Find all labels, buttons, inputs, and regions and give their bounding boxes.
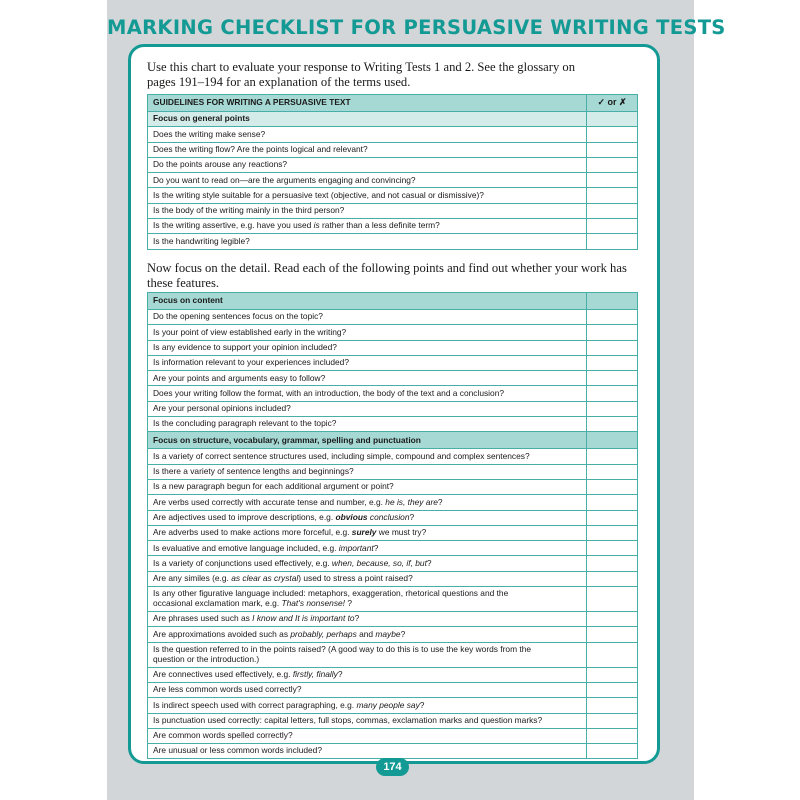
emphasis-text: I know and It is important to (252, 613, 355, 624)
question-text: Are less common words used correctly? (148, 682, 587, 697)
mark-cell[interactable] (587, 744, 638, 759)
page-number-badge: 174 (376, 758, 409, 776)
question-text: Are unusual or less common words included? (148, 744, 587, 759)
emphasis-text: important (338, 542, 374, 553)
emphasis-text: as clear as crystal (231, 573, 299, 584)
text-part: ? (426, 557, 432, 568)
instructions-line-2: these features. (147, 276, 220, 290)
table-row (148, 310, 638, 325)
question-text: Do the points arouse any reactions? (148, 157, 587, 172)
question-text: Is a new paragraph begun for each additional argument or point? (148, 479, 587, 494)
mark-cell[interactable] (587, 642, 638, 667)
table-row (148, 371, 638, 386)
emphasis-text: firstly, finally (292, 668, 338, 679)
text-part: Is any other figurative language included: metaphors, exaggeration, rhetorical questions and the (153, 588, 509, 599)
section-heading-content: Focus on content (148, 293, 587, 310)
detail-table (147, 292, 638, 759)
question-text (148, 219, 587, 234)
question-text: Are your personal opinions included? (148, 401, 587, 416)
question-text: Does your writing follow the format, with an introduction, the body of the text and a conclusion? (148, 386, 587, 401)
table-row (148, 355, 638, 370)
text-part: Is a variety of conjunctions used effectively, e.g. (153, 557, 332, 568)
table-row (148, 713, 638, 728)
question-text: Are your points and arguments easy to follow? (148, 371, 587, 386)
question-text (148, 627, 587, 642)
mark-cell[interactable] (587, 157, 638, 172)
mark-cell[interactable] (587, 112, 638, 127)
table-row (148, 541, 638, 556)
table-row (148, 667, 638, 682)
text-part: Are connectives used effectively, e.g. (153, 668, 293, 679)
question-text: Do the opening sentences focus on the topic? (148, 310, 587, 325)
question-text (148, 541, 587, 556)
emphasis-text: maybe (375, 628, 401, 639)
mark-cell[interactable] (587, 234, 638, 249)
mark-cell[interactable] (587, 627, 638, 642)
table-row (148, 698, 638, 713)
mark-cell[interactable] (587, 173, 638, 188)
table-row (148, 479, 638, 494)
tick-or-cross-header: ✓ or ✗ (587, 95, 638, 112)
intro-text (147, 60, 639, 90)
table-row (148, 612, 638, 627)
text-part: Are adjectives used to improve descriptions, e.g. (153, 511, 336, 522)
mark-cell[interactable] (587, 449, 638, 464)
question-text: Is any evidence to support your opinion included? (148, 340, 587, 355)
mark-cell[interactable] (587, 401, 638, 416)
text-part: Are any similes (e.g. (153, 573, 232, 584)
mark-cell[interactable] (587, 371, 638, 386)
table-row (148, 556, 638, 571)
question-text: Is a variety of correct sentence structures used, including simple, compound and complex sentences? (148, 449, 587, 464)
question-text: Do you want to read on—are the arguments engaging and convincing? (148, 173, 587, 188)
intro-line-2: pages 191–194 for an explanation of the terms used. (147, 75, 411, 89)
question-text: Is there a variety of sentence lengths and beginnings? (148, 464, 587, 479)
table-row (148, 234, 638, 249)
emphasis-text: he is, they are (385, 496, 438, 507)
mark-cell[interactable] (587, 541, 638, 556)
mark-cell[interactable] (587, 203, 638, 218)
mark-cell[interactable] (587, 479, 638, 494)
mark-cell[interactable] (587, 188, 638, 203)
text-part: ? (337, 668, 343, 679)
text-part: occasional exclamation mark, e.g. (153, 598, 282, 609)
text-part: Are adverbs used to make actions more forceful, e.g. (153, 527, 352, 538)
text-part: and (356, 628, 376, 639)
table-row (148, 642, 638, 667)
question-text: Is the handwriting legible? (148, 234, 587, 249)
question-text: Does the writing flow? Are the points logical and relevant? (148, 142, 587, 157)
emphasis-text: conclusion (367, 511, 410, 522)
mark-cell[interactable] (587, 355, 638, 370)
mark-cell[interactable] (587, 325, 638, 340)
section-row (148, 112, 638, 127)
question-text (148, 587, 587, 612)
table-header: GUIDELINES FOR WRITING A PERSUASIVE TEXT (148, 95, 587, 112)
text-part: ? (354, 613, 360, 624)
question-text (148, 556, 587, 571)
mark-cell[interactable] (587, 682, 638, 697)
table-row (148, 142, 638, 157)
question-text: Are common words spelled correctly? (148, 728, 587, 743)
mark-cell[interactable] (587, 127, 638, 142)
mark-cell[interactable] (587, 525, 638, 540)
emphasis-text: obvious (335, 511, 368, 522)
mark-cell[interactable] (587, 219, 638, 234)
mark-cell[interactable] (587, 667, 638, 682)
emphasis-text: That's nonsense! (281, 598, 346, 609)
emphasis-text: probably, perhaps (290, 628, 357, 639)
table-row (148, 744, 638, 759)
table-row (148, 340, 638, 355)
question-text: Is the body of the writing mainly in the third person? (148, 203, 587, 218)
table-row (148, 401, 638, 416)
table-row (148, 173, 638, 188)
mark-cell[interactable] (587, 432, 638, 449)
question-text (148, 495, 587, 510)
text-part: ? (400, 628, 406, 639)
intro-line-1: Use this chart to evaluate your response to Writing Tests 1 and 2. See the glossary on (147, 60, 575, 74)
question-text (148, 612, 587, 627)
question-text: Is the writing style suitable for a persuasive text (objective, and not casual or dismissive)? (148, 188, 587, 203)
text-part: ) used to stress a point raised? (298, 573, 413, 584)
question-text: Does the writing make sense? (148, 127, 587, 142)
table-row (148, 627, 638, 642)
table-row (148, 587, 638, 612)
text-part: ? (409, 511, 415, 522)
question-text (148, 667, 587, 682)
mark-cell[interactable] (587, 713, 638, 728)
section-row (148, 432, 638, 449)
mark-cell[interactable] (587, 386, 638, 401)
text-part: rather than a less definite term? (319, 220, 440, 231)
mark-cell[interactable] (587, 142, 638, 157)
table-row (148, 127, 638, 142)
mark-cell[interactable] (587, 728, 638, 743)
table-header-row (148, 95, 638, 112)
text-part: ? (373, 542, 379, 553)
table-row (148, 449, 638, 464)
mark-cell[interactable] (587, 293, 638, 310)
table-row (148, 386, 638, 401)
text-part: ? (437, 496, 443, 507)
text-part: we must try? (376, 527, 427, 538)
general-points-table (147, 94, 638, 250)
text-part: Are verbs used correctly with accurate tense and number, e.g. (153, 496, 386, 507)
emphasis-text: when, because, so, if, but (331, 557, 427, 568)
mark-cell[interactable] (587, 571, 638, 586)
text-part: Is evaluative and emotive language included, e.g. (153, 542, 339, 553)
table-row (148, 417, 638, 432)
mark-cell[interactable] (587, 495, 638, 510)
emphasis-text: many people say (356, 699, 420, 710)
table-row (148, 571, 638, 586)
table-row (148, 495, 638, 510)
text-part: question or the introduction.) (153, 653, 260, 664)
question-text: Is the concluding paragraph relevant to the topic? (148, 417, 587, 432)
table-row (148, 157, 638, 172)
text-part: Is indirect speech used with correct paragraphing, e.g. (153, 699, 357, 710)
question-text (148, 510, 587, 525)
mark-cell[interactable] (587, 612, 638, 627)
text-part: Are phrases used such as (153, 613, 253, 624)
table-row (148, 682, 638, 697)
text-part: Is the question referred to in the points raised? (A good way to do this is to use the key words from the (153, 644, 532, 655)
table-row (148, 464, 638, 479)
text-part: Are approximations avoided such as (153, 628, 291, 639)
question-text: Is punctuation used correctly: capital letters, full stops, commas, exclamation marks and question marks? (148, 713, 587, 728)
mark-cell[interactable] (587, 698, 638, 713)
text-part: Is the writing assertive, e.g. have you used (153, 220, 314, 231)
question-text: Is information relevant to your experiences included? (148, 355, 587, 370)
text-part: ? (345, 598, 353, 609)
table-row (148, 219, 638, 234)
mark-cell[interactable] (587, 340, 638, 355)
mark-cell[interactable] (587, 587, 638, 612)
mark-cell[interactable] (587, 310, 638, 325)
question-text (148, 525, 587, 540)
emphasis-text: is (313, 220, 320, 231)
table-row (148, 525, 638, 540)
table-row (148, 203, 638, 218)
table-row (148, 510, 638, 525)
section-heading-general: Focus on general points (148, 112, 587, 127)
table-row (148, 188, 638, 203)
table-row (148, 325, 638, 340)
emphasis-text: surely (351, 527, 377, 538)
question-text: Is your point of view established early in the writing? (148, 325, 587, 340)
page-title: MARKING CHECKLIST FOR PERSUASIVE WRITING TESTS (107, 16, 726, 39)
section-row (148, 293, 638, 310)
mark-cell[interactable] (587, 510, 638, 525)
mark-cell[interactable] (587, 464, 638, 479)
section-heading-structure: Focus on structure, vocabulary, grammar, spelling and punctuation (148, 432, 587, 449)
question-text (148, 698, 587, 713)
question-text (148, 642, 587, 667)
mark-cell[interactable] (587, 556, 638, 571)
mark-cell[interactable] (587, 417, 638, 432)
instructions-text (147, 261, 639, 291)
text-part: ? (419, 699, 425, 710)
table-row (148, 728, 638, 743)
question-text (148, 571, 587, 586)
instructions-line-1: Now focus on the detail. Read each of the following points and find out whether your work has (147, 261, 627, 275)
